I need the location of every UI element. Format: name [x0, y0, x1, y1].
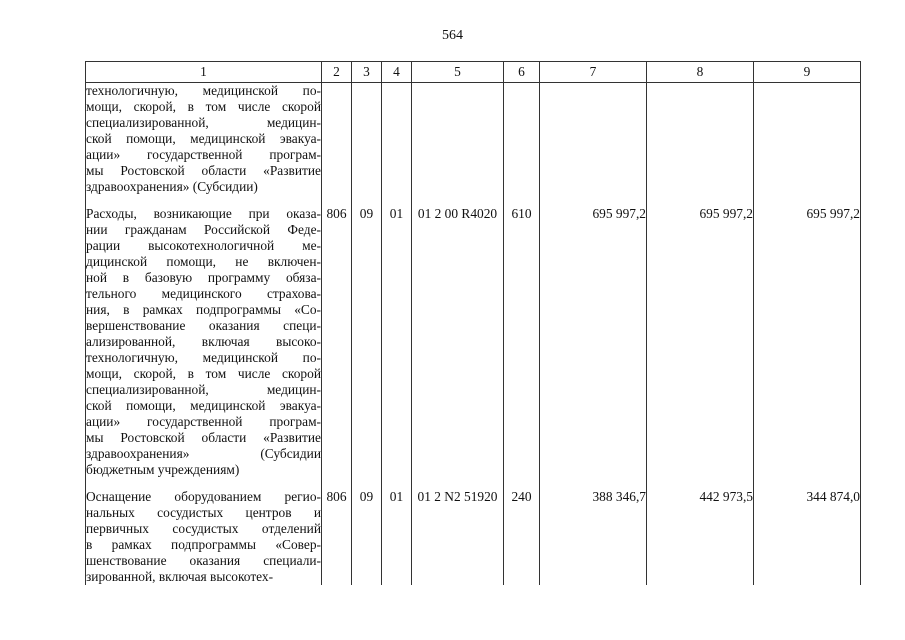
page-number: 564	[442, 28, 463, 43]
description-line: первичных сосудистых отделений	[86, 521, 321, 536]
subsection-code-cell: 01	[382, 489, 412, 585]
expense-type-cell	[504, 83, 540, 196]
spacer-cell	[754, 195, 861, 206]
description-line: специализированной, медицин-	[86, 115, 321, 130]
description-line: бюджетным учреждениям)	[86, 462, 240, 477]
row-spacer	[86, 195, 861, 206]
target-code-cell: 01 2 N2 51920	[412, 489, 504, 585]
header-cell: 2	[322, 62, 352, 83]
description-line: в рамках подпрограммы «Совер-	[86, 537, 321, 552]
spacer-cell	[504, 195, 540, 206]
description-line: технологичную, медицинской по-	[86, 350, 321, 365]
description-line: Оснащение оборудованием регио-	[86, 489, 321, 504]
description-line: мы Ростовской области «Развитие	[86, 163, 321, 178]
ministry-code-cell: 806	[322, 206, 352, 478]
expense-type-cell: 240	[504, 489, 540, 585]
amount-col9-cell: 344 874,0	[754, 489, 861, 585]
description-line: мощи, скорой, в том числе скорой	[86, 99, 321, 114]
description-line: здравоохранения» (Субсидии	[86, 446, 321, 461]
target-code-cell	[412, 83, 504, 196]
spacer-cell	[412, 478, 504, 489]
table-body	[86, 83, 861, 586]
section-code-cell: 09	[352, 489, 382, 585]
spacer-cell	[352, 478, 382, 489]
spacer-cell	[322, 478, 352, 489]
description-line: тельного медицинского страхова-	[86, 286, 321, 301]
table-row	[86, 489, 861, 585]
ministry-code-cell: 806	[322, 489, 352, 585]
table-row	[86, 83, 861, 196]
budget-table	[85, 61, 861, 585]
spacer-cell	[754, 478, 861, 489]
spacer-cell	[86, 478, 322, 489]
amount-col7-cell: 695 997,2	[540, 206, 647, 478]
table-row	[86, 206, 861, 478]
header-cell: 9	[754, 62, 861, 83]
description-line: нии гражданам Российской Феде-	[86, 222, 321, 237]
description-line: рации высокотехнологичной ме-	[86, 238, 321, 253]
amount-col9-cell: 695 997,2	[754, 206, 861, 478]
row-description	[86, 206, 322, 478]
amount-col9-cell	[754, 83, 861, 196]
header-cell: 4	[382, 62, 412, 83]
header-cell: 1	[86, 62, 322, 83]
target-code-cell: 01 2 00 R4020	[412, 206, 504, 478]
row-description	[86, 489, 322, 585]
amount-col8-cell	[647, 83, 754, 196]
description-line: технологичную, медицинской по-	[86, 83, 321, 98]
description-line: вершенствование оказания специ-	[86, 318, 321, 333]
description-line: ской помощи, медицинской эвакуа-	[86, 131, 321, 146]
amount-col7-cell	[540, 83, 647, 196]
subsection-code-cell: 01	[382, 206, 412, 478]
amount-col8-cell: 442 973,5	[647, 489, 754, 585]
header-cell: 3	[352, 62, 382, 83]
row-description	[86, 83, 322, 196]
header-cell: 5	[412, 62, 504, 83]
subsection-code-cell	[382, 83, 412, 196]
description-line: ации» государственной програм-	[86, 414, 321, 429]
spacer-cell	[352, 195, 382, 206]
description-line: мощи, скорой, в том числе скорой	[86, 366, 321, 381]
spacer-cell	[647, 195, 754, 206]
header-cell: 7	[540, 62, 647, 83]
amount-col8-cell: 695 997,2	[647, 206, 754, 478]
header-row	[86, 62, 861, 83]
spacer-cell	[382, 478, 412, 489]
description-line: ализированной, включая высоко-	[86, 334, 321, 349]
header-cell: 6	[504, 62, 540, 83]
spacer-cell	[504, 478, 540, 489]
description-line: ния, в рамках подпрограммы «Со-	[86, 302, 321, 317]
spacer-cell	[647, 478, 754, 489]
expense-type-cell: 610	[504, 206, 540, 478]
description-line: специализированной, медицин-	[86, 382, 321, 397]
header-cell: 8	[647, 62, 754, 83]
spacer-cell	[412, 195, 504, 206]
description-line: зированной, включая высокотех-	[86, 569, 274, 584]
spacer-cell	[322, 195, 352, 206]
description-line: нальных сосудистых центров и	[86, 505, 321, 520]
row-spacer	[86, 478, 861, 489]
spacer-cell	[540, 195, 647, 206]
description-line: дицинской помощи, не включен-	[86, 254, 321, 269]
spacer-cell	[382, 195, 412, 206]
description-line: мы Ростовской области «Развитие	[86, 430, 321, 445]
section-code-cell	[352, 83, 382, 196]
spacer-cell	[540, 478, 647, 489]
description-line: ской помощи, медицинской эвакуа-	[86, 398, 321, 413]
section-code-cell: 09	[352, 206, 382, 478]
spacer-cell	[86, 195, 322, 206]
ministry-code-cell	[322, 83, 352, 196]
description-line: ной в базовую программу обяза-	[86, 270, 321, 285]
description-line: здравоохранения» (Субсидии)	[86, 179, 258, 194]
description-line: Расходы, возникающие при оказа-	[86, 206, 321, 221]
amount-col7-cell: 388 346,7	[540, 489, 647, 585]
description-line: ации» государственной програм-	[86, 147, 321, 162]
description-line: шенствование оказания специали-	[86, 553, 321, 568]
